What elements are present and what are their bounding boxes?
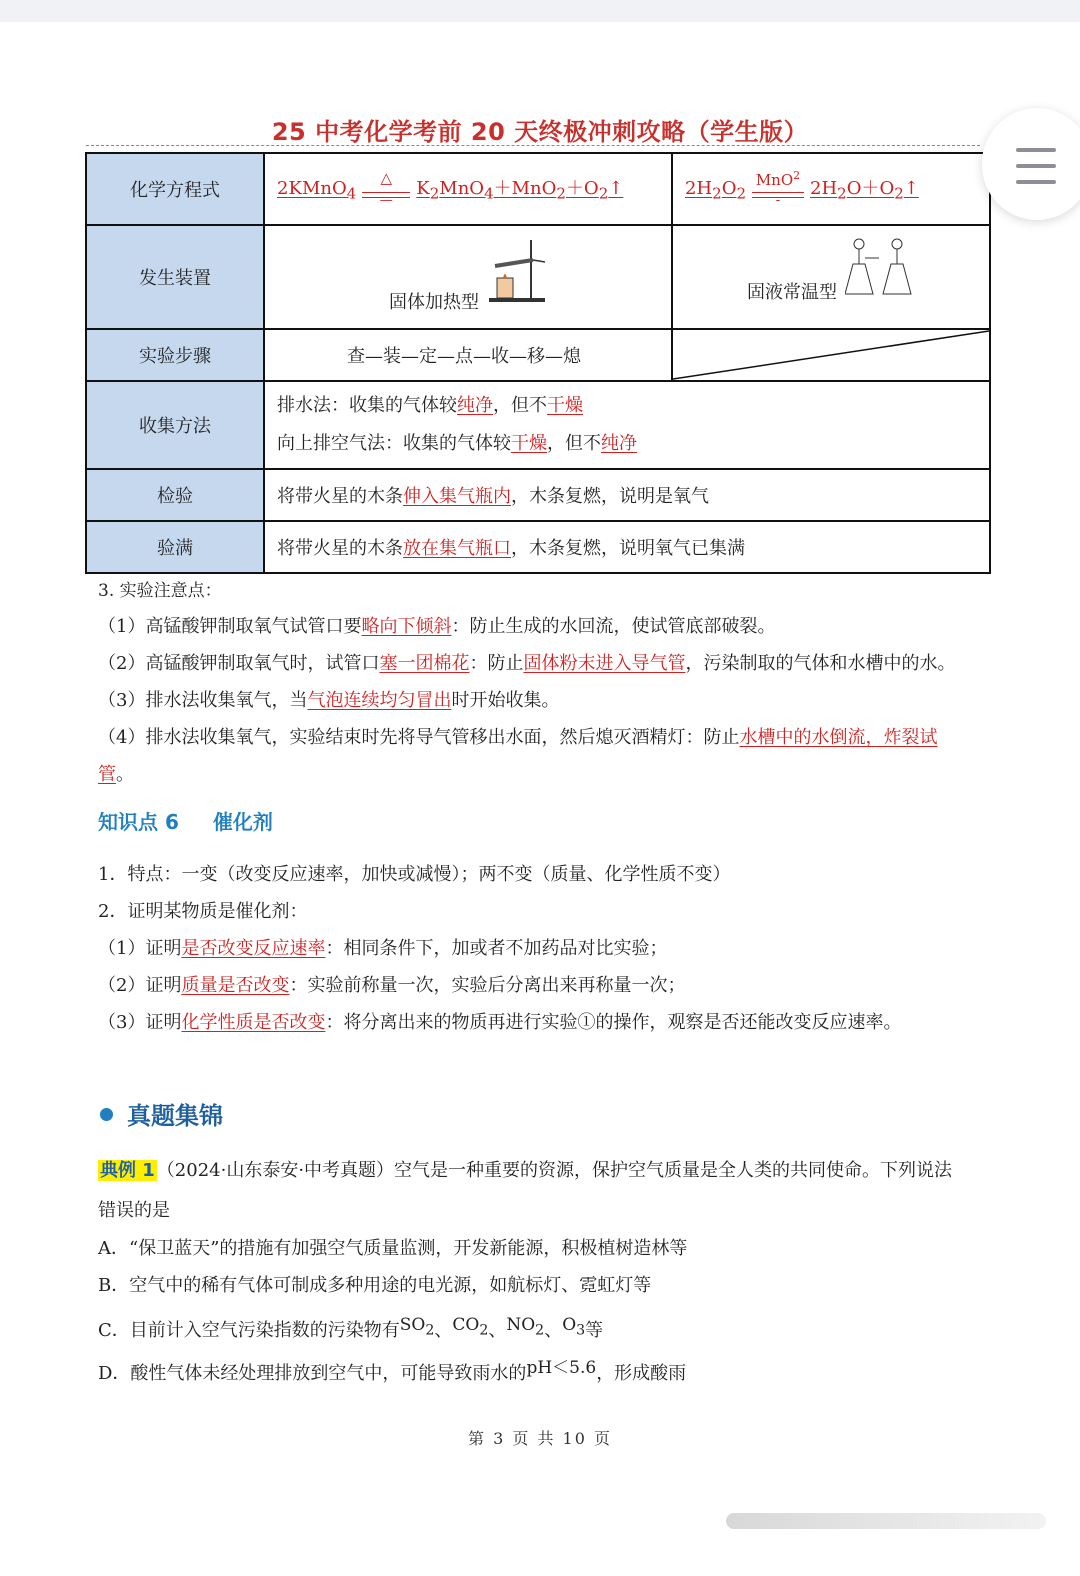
row-label: 验满 — [86, 521, 264, 573]
knowledge-point-heading: 知识点 6 催化剂 — [98, 810, 273, 834]
equation-cell — [264, 153, 672, 225]
title-divider — [86, 145, 980, 146]
apparatus-label: 固液常温型 — [746, 282, 837, 303]
note-line: （1）高锰酸钾制取氧气试管口要略向下倾斜：防止生成的水回流，使试管底部破裂。 — [98, 616, 776, 637]
table-row — [86, 469, 990, 521]
page-number: 第 3 页 共 10 页 — [468, 1429, 612, 1448]
catalyst-line: （3）证明化学性质是否改变：将分离出来的物质再进行实验①的操作，观察是否还能改变反应速率。 — [98, 1012, 902, 1033]
note-line: （4）排水法收集氧气，实验结束时先将导气管移出水面，然后熄灭酒精灯：防止水槽中的水倒流，炸裂试 — [98, 727, 938, 748]
apparatus-label: 固体加热型 — [389, 292, 480, 313]
section-heading: 真题集锦 — [100, 1096, 223, 1131]
example-tag: 典例 1 — [100, 1160, 155, 1181]
empty-diagonal-cell — [672, 329, 990, 381]
diagonal-line — [673, 330, 989, 380]
horizontal-scrollbar[interactable] — [726, 1513, 1046, 1529]
option-a: A．“保卫蓝天”的措施有加强空气质量监测，开发新能源，积极植树造林等 — [98, 1238, 688, 1259]
catalyst-line: （2）证明质量是否改变：实验前称量一次，实验后分离出来再称量一次； — [98, 975, 686, 996]
row-label: 化学方程式 — [86, 153, 264, 225]
bullet-icon — [100, 1108, 113, 1121]
option-c: C．目前计入空气污染指数的污染物有$SO_2$、$CO_2$、$NO_2$、$O_3$等 — [98, 1315, 604, 1341]
catalyst-line: 1．特点：一变（改变反应速率，加快或减慢）；两不变（质量、化学性质不变） — [98, 864, 731, 885]
option-b: B．空气中的稀有气体可制成多种用途的电光源，如航标灯、霓虹灯等 — [98, 1275, 652, 1296]
apparatus-cell — [264, 225, 672, 329]
top-bar — [0, 0, 1080, 22]
hamburger-icon — [1016, 148, 1056, 196]
test-cell: 将带火星的木条伸入集气瓶内，木条复燃，说明是氧气 — [264, 469, 990, 521]
example-question-cont: 错误的是 — [98, 1200, 170, 1221]
oxygen-prep-table — [85, 152, 991, 574]
note-line: （2）高锰酸钾制取氧气时，试管口塞一团棉花：防止固体粉末进入导气管，污染制取的气体和水槽中的水。 — [98, 653, 956, 674]
equation-h2o2: $2H_2O_2$ MnO$^2$ - $2H_2O+O_2↑$ — [684, 169, 919, 208]
row-label: 收集方法 — [86, 381, 264, 469]
table-row — [86, 225, 990, 329]
table-row — [86, 153, 990, 225]
equation-cell — [672, 153, 990, 225]
solid-heating-apparatus-icon — [485, 234, 549, 304]
row-label: 发生装置 — [86, 225, 264, 329]
notes-heading: 3. 实验注意点： — [98, 581, 222, 601]
catalyst-line: 2．证明某物质是催化剂： — [98, 901, 308, 922]
page-title: 25 中考化学考前 20 天终极冲刺攻略（学生版） — [271, 118, 809, 146]
example-question: 典例 1 （2024·山东泰安·中考真题）空气是一种重要的资源，保护空气质量是全人类的共同使命。下列说法 — [100, 1160, 953, 1181]
note-line: （3）排水法收集氧气，当气泡连续均匀冒出时开始收集。 — [98, 690, 560, 711]
steps-cell: 查—装—定—点—收—移—熄 — [264, 329, 672, 381]
full-check-cell: 将带火星的木条放在集气瓶口，木条复燃，说明氧气已集满 — [264, 521, 990, 573]
row-label: 检验 — [86, 469, 264, 521]
apparatus-cell — [672, 225, 990, 329]
table-row — [86, 381, 990, 469]
table-row — [86, 329, 990, 381]
collection-cell: 排水法：收集的气体较纯净，但不干燥 向上排空气法：收集的气体较干燥，但不纯净 — [264, 381, 990, 469]
option-d: D．酸性气体未经处理排放到空气中，可能导致雨水的pH＜5.6，形成酸雨 — [98, 1358, 687, 1384]
note-line: 管。 — [98, 764, 134, 785]
table-row — [86, 521, 990, 573]
heat-condition: △ — — [358, 169, 414, 209]
catalyst-condition: MnO$^2$ - — [748, 169, 808, 209]
equation-kmno4: 2KMnO$_4$ △ — $K_2MnO_4+MnO_2+O_2↑$ — [277, 169, 624, 208]
catalyst-line: （1）证明是否改变反应速率：相同条件下，加或者不加药品对比实验； — [98, 938, 668, 959]
menu-button[interactable] — [982, 108, 1080, 220]
row-label: 实验步骤 — [86, 329, 264, 381]
solid-liquid-apparatus-icon — [845, 236, 915, 298]
